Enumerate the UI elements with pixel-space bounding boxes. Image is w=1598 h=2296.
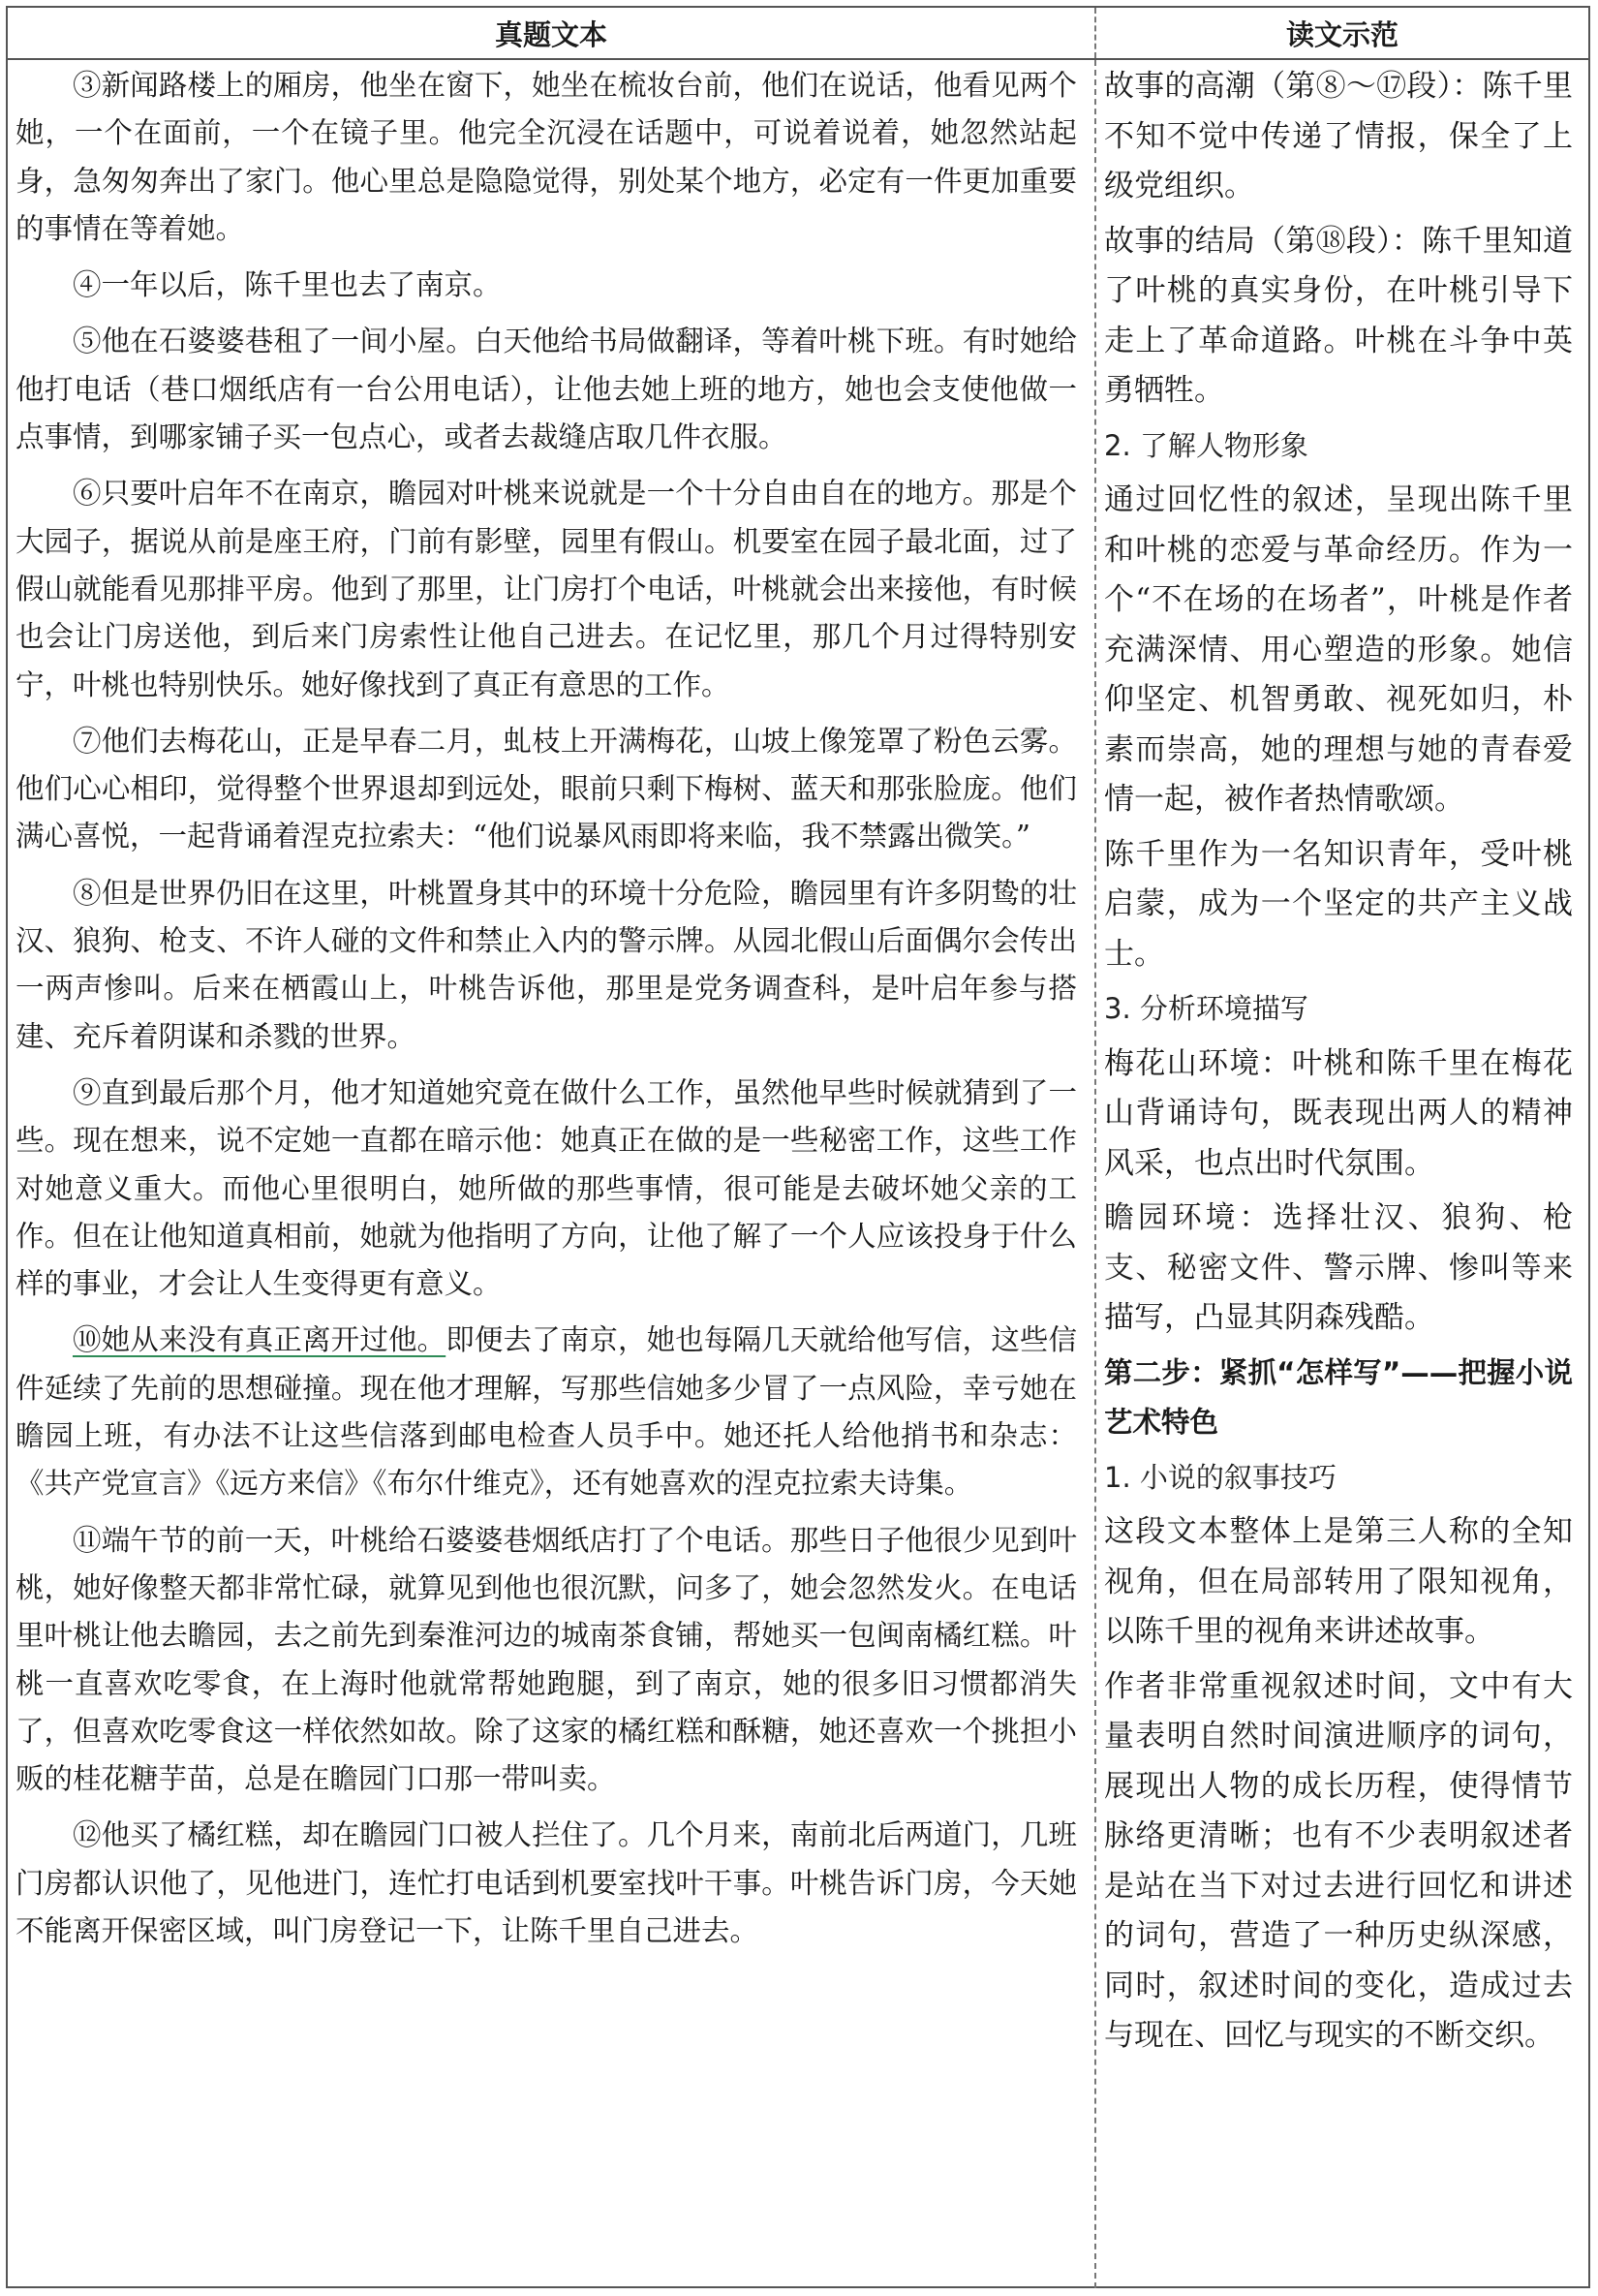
paragraph-10 <box>15 1317 1077 1507</box>
paragraph-5: ⑤他在石婆婆巷租了一间小屋。白天他给书局做翻译，等着叶桃下班。有时她给他打电话（巷口烟纸店有一台公用电话），让他去她上班的地方，她也会支使他做一点事情，到哪家铺子买一包点心，或者去裁缝店取几件衣服。 <box>15 325 1077 454</box>
paragraph-10-rest: 即便去了南京，她也每隔几天就给他写信，这些信件延续了先前的思想碰撞。现在他才理解，写那些信她多少冒了一点风险，幸亏她在瞻园上班，有办法不让这些信落到邮电检查人员手中。她还托人给他捎书和杂志：《共产党宣言》《远方来信》《布尔什维克》，还有她喜欢的涅克拉索夫诗集。 <box>15 1323 1077 1501</box>
paragraph-4: ④一年以后，陈千里也去了南京。 <box>73 268 502 302</box>
underlined-sentence: ⑩她从来没有真正离开过他。 <box>73 1323 446 1357</box>
paragraph-9: ⑨直到最后那个月，他才知道她究竟在做什么工作，虽然他早些时候就猜到了一些。现在想来，说不定她一直都在暗示他：她真正在做的是一些秘密工作，这些工作对她意义重大。而他心里很明白，她所做的那些事情，很可能是去破坏她父亲的工作。但在让他知道真相前，她就为他指明了方向，让他了解了一个人应该投身于什么样的事业，才会让人生变得更有意义。 <box>15 1075 1077 1301</box>
environment-note-1: 梅花山环境：叶桃和陈千里在梅花山背诵诗句，既表现出两人的精神风采，也点出时代氛围。 <box>1104 1045 1573 1181</box>
paragraph-12: ⑫他买了橘红糕，却在瞻园门口被人拦住了。几个月来，南前北后两道门，几班门房都认识他了，见他进门，连忙打电话到机要室找叶干事。叶桃告诉门房，今天她不能离开保密区域，叫门房登记一下，让陈千里自己进去。 <box>15 1818 1077 1947</box>
character-note-2: 陈千里作为一名知识青年，受叶桃启蒙，成为一个坚定的共产主义战士。 <box>1104 836 1573 972</box>
section-heading-narration: 1. 小说的叙事技巧 <box>1104 1460 1337 1494</box>
narration-note-2: 作者非常重视叙述时间，文中有大量表明自然时间演进顺序的词句，展现出人物的成长历程，使得情节脉络更清晰；也有不少表明叙述者是站在当下对过去进行回忆和讲述的词句，营造了一种历史纵深感，同时，叙述时间的变化，造成过去与现在、回忆与现实的不断交织。 <box>1104 1668 1573 2053</box>
paragraph-11: ⑪端午节的前一天，叶桃给石婆婆巷烟纸店打了个电话。那些日子他很少见到叶桃，她好像整天都非常忙碌，就算见到他也很沉默，问多了，她会忽然发火。在电话里叶桃让他去瞻园，去之前先到秦淮河边的城南茶食铺，帮她买一包闽南橘红糕。叶桃一直喜欢吃零食，在上海时他就常帮她跑腿，到了南京，她的很多旧习惯都消失了，但喜欢吃零食这一样依然如故。除了这家的橘红糕和酥糖，她还喜欢一个挑担小贩的桂花糖芋苗，总是在瞻园门口那一带叫卖。 <box>15 1523 1077 1796</box>
right-column-title: 读文示范 <box>1285 17 1398 51</box>
paragraph-6: ⑥只要叶启年不在南京，瞻园对叶桃来说就是一个十分自由自在的地方。那是个大园子，据说从前是座王府，门前有影壁，园里有假山。机要室在园子最北面，过了假山就能看见那排平房。他到了那里，让门房打个电话，叶桃就会出来接他，有时候也会让门房送他，到后来门房索性让他自己进去。在记忆里，那几个月过得特别安宁，叶桃也特别快乐。她好像找到了真正有意思的工作。 <box>15 477 1077 701</box>
table-header <box>8 8 1588 60</box>
reading-guide-column <box>1104 62 1573 2066</box>
narration-note-1: 这段文本整体上是第三人称的全知视角，但在局部转用了限知视角，以陈千里的视角来讲述故事。 <box>1104 1514 1573 1649</box>
environment-note-2: 瞻园环境：选择壮汉、狼狗、枪支、秘密文件、警示牌、惨叫等来描写，凸显其阴森残酷。 <box>1104 1200 1573 1335</box>
section-heading-environment: 3. 分析环境描写 <box>1104 992 1308 1025</box>
character-note-1: 通过回忆性的叙述，呈现出陈千里和叶桃的恋爱与革命经历。作为一个“不在场的在场者”，叶桃是作者充满深情、用心塑造的形象。她信仰坚定、机智勇敢、视死如归，朴素而崇高，她的理想与她的青春爱情一起，被作者热情歌颂。 <box>1104 482 1573 817</box>
paragraph-3: ③新闻路楼上的厢房，他坐在窗下，她坐在梳妆台前，他们在说话，他看见两个她，一个在面前，一个在镜子里。他完全沉浸在话题中，可说着说着，她忽然站起身，急匆匆奔出了家门。他心里总是隐隐觉得，别处某个地方，必定有一件更加重要的事情在等着她。 <box>15 69 1077 245</box>
section-heading-characters: 2. 了解人物形象 <box>1104 428 1308 462</box>
original-text-column <box>15 62 1077 1964</box>
ending-note: 故事的结局（第⑱段）：陈千里知道了叶桃的真实身份，在叶桃引导下走上了革命道路。叶桃在斗争中英勇牺牲。 <box>1104 223 1573 408</box>
left-column-title: 真题文本 <box>8 8 1096 58</box>
climax-note: 故事的高潮（第⑧～⑰段）：陈千里不知不觉中传递了情报，保全了上级党组织。 <box>1104 69 1573 203</box>
column-divider <box>1094 60 1096 2288</box>
paragraph-8: ⑧但是世界仍旧在这里，叶桃置身其中的环境十分危险，瞻园里有许多阴鸷的壮汉、狼狗、枪支、不许人碰的文件和禁止入内的警示牌。从园北假山后面偶尔会传出一两声惨叫。后来在栖霞山上，叶桃告诉他，那里是党务调查科，是叶启年参与搭建、充斥着阴谋和杀戮的世界。 <box>15 876 1077 1053</box>
step-two-heading: 第二步：紧抓“怎样写”——把握小说艺术特色 <box>1104 1355 1573 1439</box>
paragraph-7: ⑦他们去梅花山，正是早春二月，虬枝上开满梅花，山坡上像笼罩了粉色云雾。他们心心相印，觉得整个世界退却到远处，眼前只剩下梅树、蓝天和那张脸庞。他们满心喜悦，一起背诵着涅克拉索夫：“他们说暴风雨即将来临，我不禁露出微笑。” <box>15 724 1077 853</box>
